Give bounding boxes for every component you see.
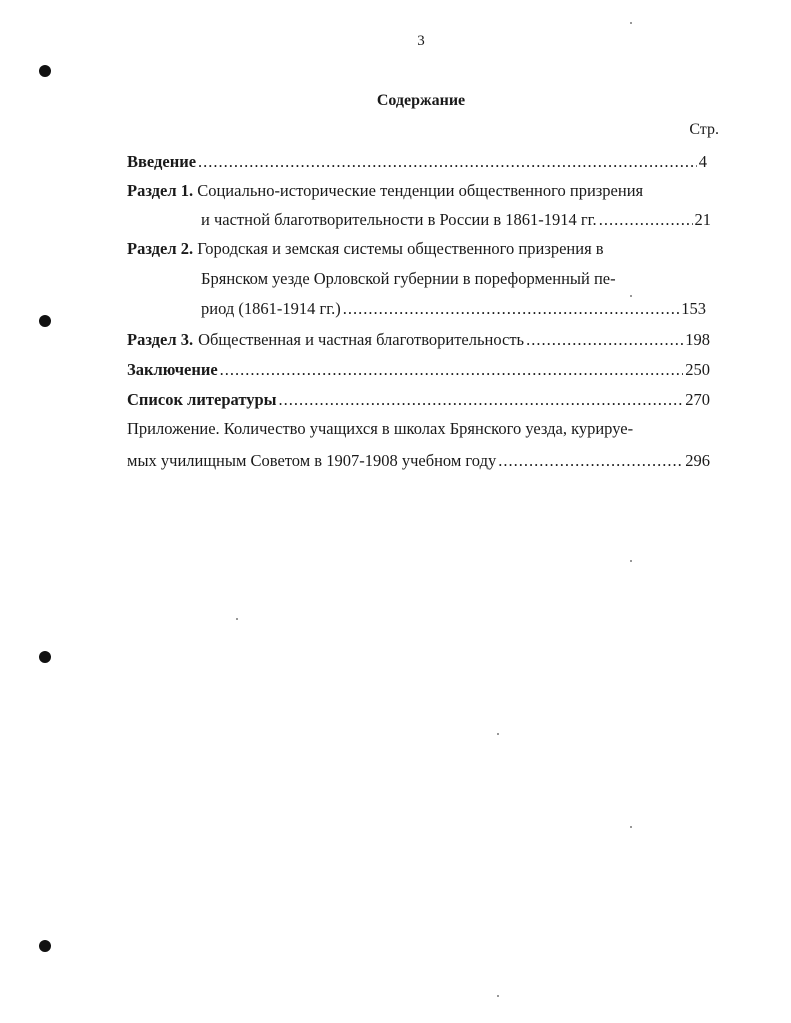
toc-entry-section2-line2: Брянском уезде Орловской губернии в пореформенный пе-: [201, 269, 616, 288]
toc-entry-section2-line3[interactable]: [201, 299, 706, 319]
toc-text: и частной благотворительности в России в 1861-1914 гг.: [201, 210, 597, 229]
toc-text: Общественная и частная благотворительность: [198, 330, 525, 349]
toc-page: 153: [681, 299, 706, 318]
dot-leader: [198, 152, 697, 172]
toc-page: 198: [685, 330, 710, 349]
scan-speck: [497, 733, 499, 735]
toc-page: 21: [694, 210, 711, 229]
punch-hole: [39, 315, 51, 327]
punch-hole: [39, 65, 51, 77]
toc-entry-literature[interactable]: [127, 390, 710, 410]
toc-label: Раздел 2.: [127, 239, 194, 258]
scan-speck: [236, 618, 238, 620]
page-number: 3: [417, 33, 425, 49]
toc-page: 4: [698, 152, 707, 171]
toc-entry-intro[interactable]: [127, 152, 707, 172]
punch-hole: [39, 940, 51, 952]
toc-entry-section1-line2[interactable]: [201, 210, 711, 230]
toc-entry-conclusion[interactable]: [127, 360, 710, 380]
toc-entry-section1-line1[interactable]: [127, 181, 643, 201]
toc-page: 296: [685, 451, 710, 470]
dot-leader: [343, 299, 679, 319]
toc-text: Городская и земская системы общественного призрения в: [197, 239, 604, 258]
toc-label: Раздел 3.: [127, 330, 194, 349]
page-title: Содержание: [376, 92, 466, 109]
page-column-label: Стр.: [689, 121, 719, 138]
dot-leader: [526, 330, 683, 350]
dot-leader: [279, 390, 684, 410]
toc-text: риод (1861-1914 гг.): [201, 299, 341, 318]
dot-leader: [498, 451, 683, 471]
toc-entry-section2-line1[interactable]: [127, 239, 604, 259]
scan-speck: [497, 995, 499, 997]
toc-text: мых училищным Советом в 1907-1908 учебном году: [127, 451, 497, 470]
toc-entry-appendix-line1: Приложение. Количество учащихся в школах Брянского уезда, курируе-: [127, 419, 634, 438]
punch-hole: [39, 651, 51, 663]
toc-label: Раздел 1.: [127, 181, 194, 200]
toc-label: Список литературы: [127, 390, 277, 409]
scan-speck: [630, 295, 632, 297]
toc-label: Заключение: [127, 360, 218, 379]
toc-text: Социально-исторические тенденции общественного призрения: [197, 181, 644, 200]
scan-speck: [630, 22, 632, 24]
dot-leader: [220, 360, 684, 380]
toc-entry-appendix-line2[interactable]: [127, 451, 710, 471]
toc-page: 270: [685, 390, 710, 409]
scan-speck: [630, 560, 632, 562]
scan-speck: [630, 826, 632, 828]
dot-leader: [599, 210, 693, 230]
toc-entry-section3[interactable]: [127, 330, 710, 350]
toc-label: Введение: [127, 152, 197, 171]
toc-page: 250: [685, 360, 710, 379]
